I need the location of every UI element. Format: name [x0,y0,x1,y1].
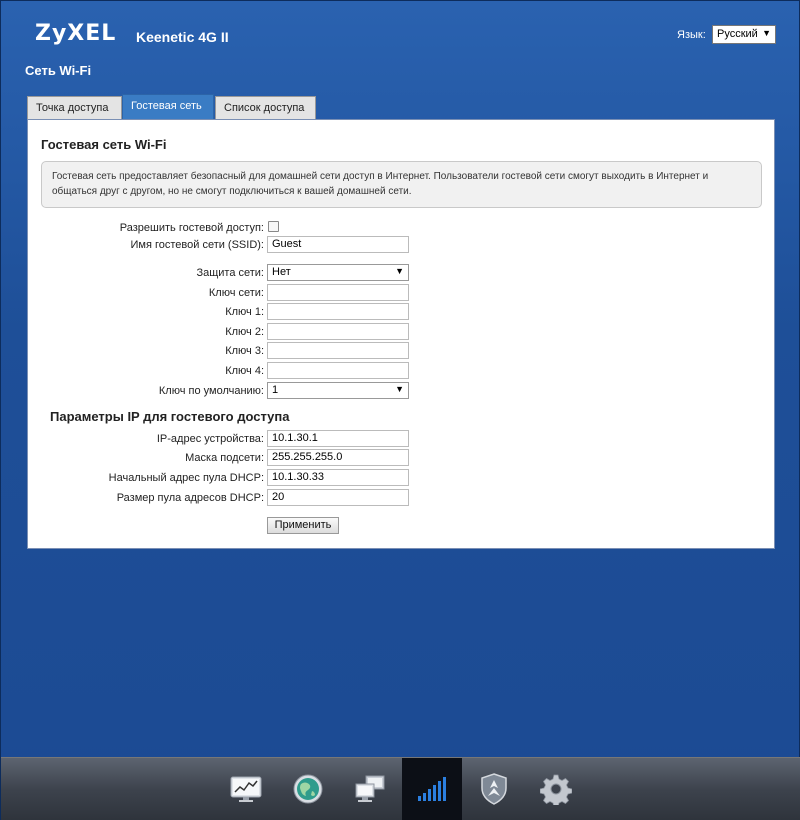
key3-label: Ключ 3: [225,345,264,357]
nav-security-button[interactable] [464,758,524,820]
device-ip-row [28,430,776,448]
page-title: Сеть Wi-Fi [25,63,92,78]
default-key-value: 1 [272,384,279,396]
device-ip-label: IP-адрес устройства: [156,433,264,445]
dhcp-start-row [28,469,776,487]
chevron-down-icon: ▼ [395,384,404,394]
key3-input[interactable] [267,342,409,359]
guest-network-panel [27,119,775,549]
ssid-row [28,236,776,254]
key2-input[interactable] [267,323,409,340]
model-name: Keenetic 4G II [136,29,229,45]
brand-logo: ZyXEL [35,21,117,46]
subnet-mask-label: Маска подсети: [185,452,264,464]
network-key-row [28,284,776,302]
key3-row [28,342,776,360]
allow-guest-checkbox[interactable] [268,221,279,232]
dhcp-size-row [28,489,776,507]
nav-system-button[interactable] [526,758,586,820]
apply-button[interactable]: Применить [267,517,339,534]
shield-icon [479,772,509,806]
allow-guest-row [28,219,776,237]
key1-input[interactable] [267,303,409,320]
nav-home-network-button[interactable] [340,758,400,820]
tab-access-list[interactable]: Список доступа [215,96,316,119]
ssid-input[interactable]: Guest [267,236,409,253]
nav-wifi-button[interactable] [402,758,462,820]
ip-section-title: Параметры IP для гостевого доступа [50,409,290,424]
tab-access-point[interactable]: Точка доступа [27,96,122,119]
wifi-signal-bars-icon [415,774,449,804]
dhcp-size-label: Размер пула адресов DHCP: [116,492,264,504]
default-key-label: Ключ по умолчанию: [158,385,264,397]
nav-monitor-button[interactable] [216,758,276,820]
language-label: Язык: [677,29,706,41]
globe-icon [291,772,325,806]
dhcp-start-label: Начальный адрес пула DHCP: [108,472,264,484]
key4-row [28,362,776,380]
security-value: Нет [272,266,291,278]
key2-label: Ключ 2: [225,326,264,338]
key4-input[interactable] [267,362,409,379]
panel-title: Гостевая сеть Wi-Fi [41,137,167,152]
language-value: Русский [717,28,758,40]
key1-label: Ключ 1: [225,306,264,318]
security-row [28,264,776,282]
security-select[interactable] [267,264,409,281]
nav-internet-button[interactable] [278,758,338,820]
key4-label: Ключ 4: [225,365,264,377]
gear-icon [540,773,572,805]
dhcp-start-input[interactable]: 10.1.30.33 [267,469,409,486]
subnet-mask-input[interactable]: 255.255.255.0 [267,449,409,466]
key2-row [28,323,776,341]
key1-row [28,303,776,321]
info-box: Гостевая сеть предоставляет безопасный для домашней сети доступ в Интернет. Пользователи гостевой сети смогут выходить в Интернет и общаться друг с другом, но не смогут подключиться к вашей домашней сети. [41,161,762,208]
header [1,1,800,96]
ssid-label: Имя гостевой сети (SSID): [130,239,264,251]
language-select[interactable] [712,25,776,44]
tab-guest-network[interactable]: Гостевая сеть [122,94,214,119]
device-ip-input[interactable]: 10.1.30.1 [267,430,409,447]
monitor-chart-icon [229,774,263,804]
chevron-down-icon: ▼ [762,28,771,38]
allow-guest-label: Разрешить гостевой доступ: [119,222,264,234]
chevron-down-icon: ▼ [395,266,404,276]
network-key-label: Ключ сети: [208,287,264,299]
security-label: Защита сети: [196,267,264,279]
subnet-mask-row [28,449,776,467]
dhcp-size-input[interactable]: 20 [267,489,409,506]
bottom-nav-bar [1,757,800,820]
default-key-row [28,382,776,400]
network-key-input[interactable] [267,284,409,301]
computers-network-icon [352,774,388,804]
default-key-select[interactable] [267,382,409,399]
